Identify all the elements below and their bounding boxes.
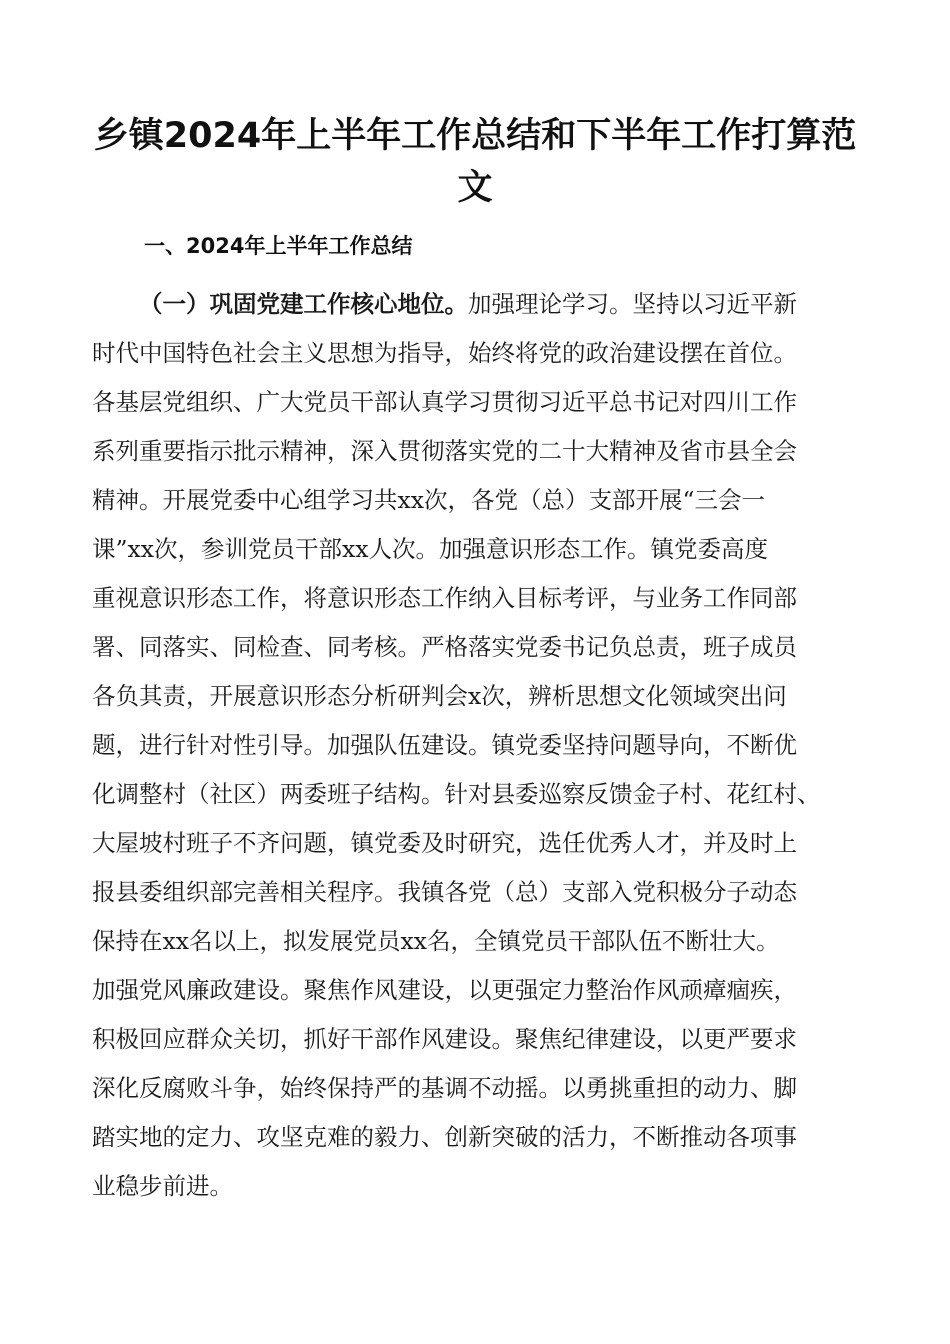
paragraph-line: 时代中国特色社会主义思想为指导，始终将党的政治建设摆在首位。	[92, 339, 797, 367]
paragraph-line: 踏实地的定力、攻坚克难的毅力、创新突破的活力，不断推动各项事	[92, 1123, 797, 1151]
body-paragraph	[92, 280, 862, 1211]
paragraph-line: 系列重要指示批示精神，深入贯彻落实党的二十大精神及省市县全会	[92, 437, 797, 465]
paragraph-line: 大屋坡村班子不齐问题，镇党委及时研究，选任优秀人才，并及时上	[92, 829, 797, 857]
paragraph-line: 报县委组织部完善相关程序。我镇各党（总）支部入党积极分子动态	[92, 878, 797, 906]
paragraph-line-text: 加强理论学习。坚持以习近平新	[468, 290, 797, 318]
paragraph-line: 署、同落实、同检查、同考核。严格落实党委书记负总责，班子成员	[92, 633, 797, 661]
paragraph-line: 深化反腐败斗争，始终保持严的基调不动摇。以勇挑重担的动力、脚	[92, 1074, 797, 1102]
paragraph-line: 课”xx次，参训党员干部xx人次。加强意识形态工作。镇党委高度	[92, 535, 769, 563]
paragraph-line: 题，进行针对性引导。加强队伍建设。镇党委坚持问题导向，不断优	[92, 731, 797, 759]
paragraph-line	[92, 280, 862, 329]
document-title: 乡镇2024年上半年工作总结和下半年工作打算范文	[93, 116, 857, 208]
paragraph-label: （一）巩固党建工作核心地位。	[139, 290, 468, 318]
paragraph-line: 重视意识形态工作，将意识形态工作纳入目标考评，与业务工作同部	[92, 584, 797, 612]
paragraph-line: 积极回应群众关切，抓好干部作风建设。聚焦纪律建设，以更严要求	[92, 1025, 797, 1053]
paragraph-line: 加强党风廉政建设。聚焦作风建设，以更强定力整治作风顽瘴痼疾，	[92, 976, 797, 1004]
section-heading: 一、2024年上半年工作总结	[144, 234, 413, 258]
paragraph-line: 保持在xx名以上，拟发展党员xx名，全镇党员干部队伍不断壮大。	[92, 927, 780, 955]
paragraph-line: 各负其责，开展意识形态分析研判会x次，辨析思想文化领域突出问	[92, 682, 787, 710]
paragraph-line: 业稳步前进。	[92, 1172, 233, 1200]
paragraph-line: 精神。开展党委中心组学习共xx次，各党（总）支部开展“三会一	[92, 486, 766, 514]
paragraph-line: 各基层党组织、广大党员干部认真学习贯彻习近平总书记对四川工作	[92, 388, 797, 416]
paragraph-line: 化调整村（社区）两委班子结构。针对县委巡察反馈金子村、花红村、	[92, 780, 821, 808]
